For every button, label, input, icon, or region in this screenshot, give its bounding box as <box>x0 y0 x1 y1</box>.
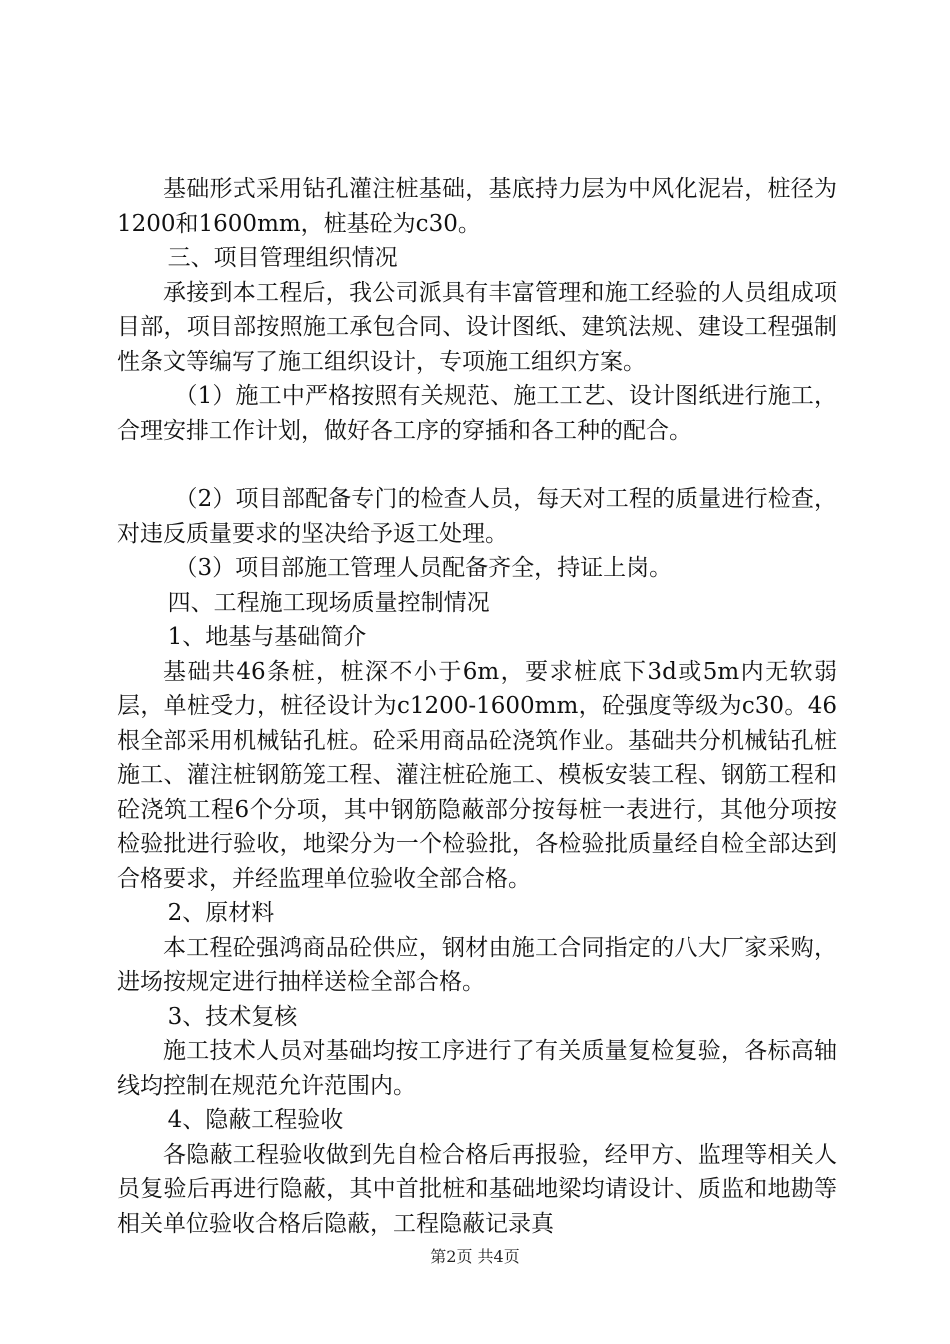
list-item-3: （3）项目部施工管理人员配备齐全，持证上岗。 <box>174 555 673 581</box>
subheading-raw-materials: 2、原材料 <box>167 900 275 926</box>
subheading-foundation-intro: 1、地基与基础简介 <box>167 624 367 650</box>
document-body <box>117 172 837 1241</box>
paragraph-raw-materials: 本工程砼强鸿商品砼供应，钢材由施工合同指定的八大厂家采购，进场按规定进行抽样送检全部合格。 <box>117 934 837 995</box>
subheading-concealed-works: 4、隐蔽工程验收 <box>167 1107 344 1133</box>
heading-quality-control: 四、工程施工现场质量控制情况 <box>167 589 490 616</box>
subheading-technical-review: 3、技术复核 <box>167 1003 298 1030</box>
paragraph-foundation-details: 基础共46条桩，桩深不小于6m，要求桩底下3d或5m内无软弱层，单桩受力，桩径设计为c1200-1600mm，砼强度等级为c30。46根全部采用机械钻孔桩。砼采用商品砼浇筑作业。基础共分机械钻孔桩施工、灌注桩钢筋笼工程、灌注桩砼施工、模板安装工程、钢筋工程和砼浇筑工程6个分项，其中钢筋隐蔽部分按每桩一表进行，其他分项按检验批进行验收，地梁分为一个检验批，各检验批质量经自检全部达到合格要求，并经监理单位验收全部合格。 <box>117 658 837 892</box>
heading-project-management: 三、项目管理组织情况 <box>167 245 398 271</box>
page-number-footer: 第2页 共4页 <box>430 1247 520 1266</box>
list-item-1: （1）施工中严格按照有关规范、施工工艺、设计图纸进行施工，合理安排工作计划，做好各工序的穿插和各工种的配合。 <box>117 383 837 444</box>
paragraph-concealed-works: 各隐蔽工程验收做到先自检合格后再报验，经甲方、监理等相关人员复验后再进行隐蔽，其中首批桩和基础地梁均请设计、质监和地勘等相关单位验收合格后隐蔽，工程隐蔽记录真 <box>117 1141 837 1237</box>
paragraph-gap <box>117 448 837 482</box>
paragraph-project-team: 承接到本工程后，我公司派具有丰富管理和施工经验的人员组成项目部，项目部按照施工承包合同、设计图纸、建筑法规、建设工程强制性条文等编写了施工组织设计，专项施工组织方案。 <box>117 279 837 375</box>
paragraph-foundation-form: 基础形式采用钻孔灌注桩基础，基底持力层为中风化泥岩，桩径为1200和1600mm，桩基砼为c30。 <box>117 176 837 237</box>
list-item-2: （2）项目部配备专门的检查人员，每天对工程的质量进行检查，对违反质量要求的坚决给予返工处理。 <box>117 486 837 547</box>
paragraph-technical-review: 施工技术人员对基础均按工序进行了有关质量复检复验，各标高轴线均控制在规范允许范围内。 <box>117 1038 837 1099</box>
